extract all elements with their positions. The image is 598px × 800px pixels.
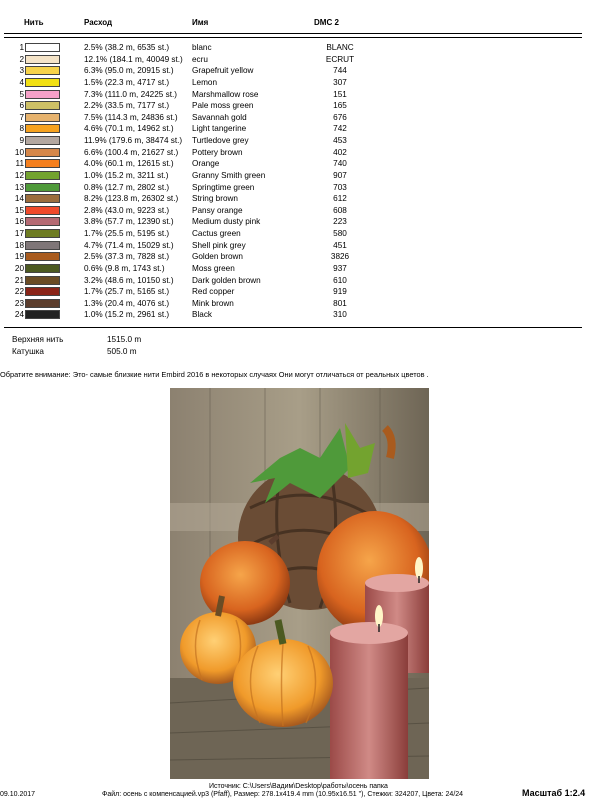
thread-row bbox=[4, 309, 582, 321]
thread-number: 4 bbox=[19, 77, 24, 87]
dmc-code: 937 bbox=[333, 263, 347, 273]
thread-usage: 7.3% (111.0 m, 24225 st.) bbox=[84, 89, 177, 99]
footer-file-info: Файл: осень с компенсацией.vp3 (Pfaff), Размер: 278.1x419.4 mm (10.95x16.51 "), Стежки: 324207, Цвета: 24/24 bbox=[102, 791, 464, 798]
thread-number: 14 bbox=[14, 194, 24, 204]
thread-usage: 3.8% (57.7 m, 12390 st.) bbox=[84, 217, 174, 227]
thread-row bbox=[4, 286, 582, 298]
dmc-code: 310 bbox=[333, 310, 347, 320]
thread-name: Medium dusty pink bbox=[192, 217, 261, 227]
thread-usage: 4.0% (60.1 m, 12615 st.) bbox=[84, 159, 174, 169]
thread-number: 18 bbox=[14, 240, 24, 250]
dmc-code: 744 bbox=[333, 66, 347, 76]
thread-name: Mink brown bbox=[192, 298, 234, 308]
thread-name: Pottery brown bbox=[192, 147, 243, 157]
color-swatch bbox=[25, 310, 60, 319]
thread-number: 19 bbox=[14, 252, 24, 262]
thread-name: Golden brown bbox=[192, 252, 243, 262]
thread-row bbox=[4, 228, 582, 240]
top-thread-total bbox=[12, 335, 212, 347]
thread-row bbox=[4, 170, 582, 182]
thread-number: 6 bbox=[19, 101, 24, 111]
thread-row bbox=[4, 298, 582, 310]
dmc-code: 801 bbox=[333, 298, 347, 308]
thread-usage: 4.6% (70.1 m, 14962 st.) bbox=[84, 124, 174, 134]
thread-row bbox=[4, 77, 582, 89]
dmc-code: 165 bbox=[333, 101, 347, 111]
color-swatch bbox=[25, 183, 60, 192]
thread-row bbox=[4, 42, 582, 54]
dmc-code: 580 bbox=[333, 229, 347, 238]
color-swatch bbox=[25, 299, 60, 308]
thread-name: Springtime green bbox=[192, 182, 255, 192]
thread-row bbox=[4, 65, 582, 77]
bobbin-value: 505.0 m bbox=[107, 347, 137, 356]
dmc-code: 223 bbox=[333, 217, 347, 227]
embroidery-preview-image bbox=[170, 388, 429, 779]
thread-number: 22 bbox=[14, 287, 24, 297]
header-rule-top bbox=[4, 33, 582, 34]
dmc-code: 151 bbox=[333, 89, 347, 99]
color-swatch bbox=[25, 148, 60, 157]
thread-row bbox=[4, 100, 582, 112]
thread-number: 1 bbox=[19, 43, 24, 52]
table-bottom-rule bbox=[4, 327, 582, 328]
dmc-code: 451 bbox=[333, 240, 347, 250]
header-rule-bottom bbox=[4, 37, 582, 38]
color-swatch bbox=[25, 113, 60, 122]
dmc-code: 402 bbox=[333, 147, 347, 157]
color-swatch bbox=[25, 194, 60, 203]
thread-number: 24 bbox=[14, 310, 24, 320]
color-swatch bbox=[25, 264, 60, 273]
thread-usage: 3.2% (48.6 m, 10150 st.) bbox=[84, 275, 174, 285]
color-accuracy-note: Обратите внимание: Это- самые близкие нити Embird 2016 в некоторых случаях Они могут отличаться от реальных цветов . bbox=[0, 370, 429, 379]
thread-usage: 4.7% (71.4 m, 15029 st.) bbox=[84, 240, 174, 250]
thread-row bbox=[4, 112, 582, 124]
thread-name: Grapefruit yellow bbox=[192, 66, 254, 76]
thread-name: Pale moss green bbox=[192, 101, 254, 111]
thread-name: String brown bbox=[192, 194, 238, 204]
thread-number: 13 bbox=[14, 182, 24, 192]
thread-usage: 1.7% (25.5 m, 5195 st.) bbox=[84, 229, 170, 238]
thread-usage: 1.5% (22.3 m, 4717 st.) bbox=[84, 77, 170, 87]
thread-usage: 2.2% (33.5 m, 7177 st.) bbox=[84, 101, 170, 111]
thread-number: 3 bbox=[19, 66, 24, 76]
thread-name: Cactus green bbox=[192, 229, 241, 238]
thread-row bbox=[4, 205, 582, 217]
thread-row bbox=[4, 54, 582, 66]
thread-usage: 0.8% (12.7 m, 2802 st.) bbox=[84, 182, 170, 192]
dmc-code: 610 bbox=[333, 275, 347, 285]
color-swatch bbox=[25, 90, 60, 99]
thread-row bbox=[4, 158, 582, 170]
thread-name: Red copper bbox=[192, 287, 235, 297]
color-swatch bbox=[25, 101, 60, 110]
color-swatch bbox=[25, 66, 60, 75]
color-swatch bbox=[25, 171, 60, 180]
thread-usage: 12.1% (184.1 m, 40049 st.) bbox=[84, 54, 183, 64]
color-swatch bbox=[25, 124, 60, 133]
color-swatch bbox=[25, 217, 60, 226]
thread-usage: 0.6% (9.8 m, 1743 st.) bbox=[84, 263, 165, 273]
dmc-code: 453 bbox=[333, 136, 347, 145]
bobbin-label: Катушка bbox=[12, 347, 44, 356]
thread-number: 9 bbox=[19, 136, 24, 145]
thread-usage: 2.8% (43.0 m, 9223 st.) bbox=[84, 205, 170, 215]
color-swatch bbox=[25, 78, 60, 87]
column-header-code: DMC 2 bbox=[314, 18, 339, 27]
color-swatch bbox=[25, 55, 60, 64]
thread-usage: 1.3% (20.4 m, 4076 st.) bbox=[84, 298, 170, 308]
thread-name: Granny Smith green bbox=[192, 170, 266, 180]
thread-name: ecru bbox=[192, 54, 208, 64]
thread-usage: 6.3% (95.0 m, 20915 st.) bbox=[84, 66, 174, 76]
color-swatch bbox=[25, 136, 60, 145]
color-swatch bbox=[25, 229, 60, 238]
thread-number: 16 bbox=[14, 217, 24, 227]
color-swatch bbox=[25, 43, 60, 52]
thread-row bbox=[4, 89, 582, 101]
thread-row bbox=[4, 263, 582, 275]
thread-name: Marshmallow rose bbox=[192, 89, 259, 99]
thread-name: Lemon bbox=[192, 77, 218, 87]
thread-name: Moss green bbox=[192, 263, 235, 273]
dmc-code: 703 bbox=[333, 182, 347, 192]
thread-usage: 2.5% (37.3 m, 7828 st.) bbox=[84, 252, 170, 262]
thread-row bbox=[4, 251, 582, 263]
thread-number: 5 bbox=[19, 89, 24, 99]
thread-name: Savannah gold bbox=[192, 112, 247, 122]
thread-usage: 7.5% (114.3 m, 24836 st.) bbox=[84, 112, 178, 122]
dmc-code: 740 bbox=[333, 159, 347, 169]
dmc-code: 742 bbox=[333, 124, 347, 134]
color-swatch bbox=[25, 287, 60, 296]
dmc-code: 676 bbox=[333, 112, 347, 122]
color-swatch bbox=[25, 241, 60, 250]
thread-number: 11 bbox=[15, 159, 24, 169]
footer-date: 09.10.2017 bbox=[0, 791, 36, 798]
thread-row bbox=[4, 240, 582, 252]
thread-usage: 6.6% (100.4 m, 21627 st.) bbox=[84, 147, 179, 157]
color-swatch bbox=[25, 206, 60, 215]
thread-name: Shell pink grey bbox=[192, 240, 246, 250]
thread-number: 8 bbox=[19, 124, 24, 134]
thread-name: blanc bbox=[192, 43, 212, 52]
dmc-code: 3826 bbox=[330, 252, 350, 262]
thread-name: Turtledove grey bbox=[192, 136, 249, 145]
column-header-usage: Расход bbox=[84, 18, 113, 27]
color-swatch bbox=[25, 252, 60, 261]
dmc-code: 608 bbox=[333, 205, 347, 215]
thread-name: Black bbox=[192, 310, 213, 320]
dmc-code: 919 bbox=[333, 287, 347, 297]
color-swatch bbox=[25, 276, 60, 285]
thread-usage: 1.0% (15.2 m, 3211 st.) bbox=[84, 170, 169, 180]
thread-number: 12 bbox=[14, 170, 24, 180]
dmc-code: 907 bbox=[333, 170, 347, 180]
thread-row bbox=[4, 182, 582, 194]
dmc-code: ECRUT bbox=[325, 54, 355, 64]
thread-table bbox=[4, 42, 582, 321]
footer-source: Источник: C:\Users\Вадим\Desktop\работы\осень папка bbox=[209, 783, 388, 790]
dmc-code: BLANC bbox=[326, 43, 354, 52]
bobbin-total bbox=[12, 347, 212, 359]
thread-number: 20 bbox=[14, 263, 24, 273]
thread-name: Light tangerine bbox=[192, 124, 247, 134]
thread-number: 10 bbox=[14, 147, 24, 157]
thread-usage: 1.7% (25.7 m, 5165 st.) bbox=[84, 287, 170, 297]
thread-row bbox=[4, 147, 582, 159]
thread-row bbox=[4, 193, 582, 205]
color-swatch bbox=[25, 159, 60, 168]
thread-number: 7 bbox=[19, 112, 24, 122]
thread-usage: 11.9% (179.6 m, 38474 st.) bbox=[84, 136, 183, 145]
thread-usage: 2.5% (38.2 m, 6535 st.) bbox=[84, 43, 170, 52]
thread-number: 2 bbox=[19, 54, 24, 64]
thread-row bbox=[4, 135, 582, 147]
dmc-code: 612 bbox=[333, 194, 347, 204]
top-thread-label: Верхняя нить bbox=[12, 335, 64, 344]
thread-number: 15 bbox=[14, 205, 24, 215]
thread-usage: 8.2% (123.8 m, 26302 st.) bbox=[84, 194, 179, 204]
thread-usage: 1.0% (15.2 m, 2961 st.) bbox=[84, 310, 170, 320]
thread-number: 17 bbox=[14, 229, 24, 238]
thread-row bbox=[4, 123, 582, 135]
top-thread-value: 1515.0 m bbox=[107, 335, 142, 344]
column-header-name: Имя bbox=[192, 18, 209, 27]
column-header-thread: Нить bbox=[24, 18, 44, 27]
dmc-code: 307 bbox=[333, 77, 347, 87]
thread-name: Pansy orange bbox=[192, 205, 243, 215]
thread-number: 21 bbox=[14, 275, 24, 285]
footer-scale: Масштаб 1:2.4 bbox=[522, 788, 586, 798]
thread-number: 23 bbox=[14, 298, 24, 308]
thread-name: Orange bbox=[192, 159, 220, 169]
thread-name: Dark golden brown bbox=[192, 275, 261, 285]
thread-row bbox=[4, 275, 582, 287]
thread-row bbox=[4, 216, 582, 228]
